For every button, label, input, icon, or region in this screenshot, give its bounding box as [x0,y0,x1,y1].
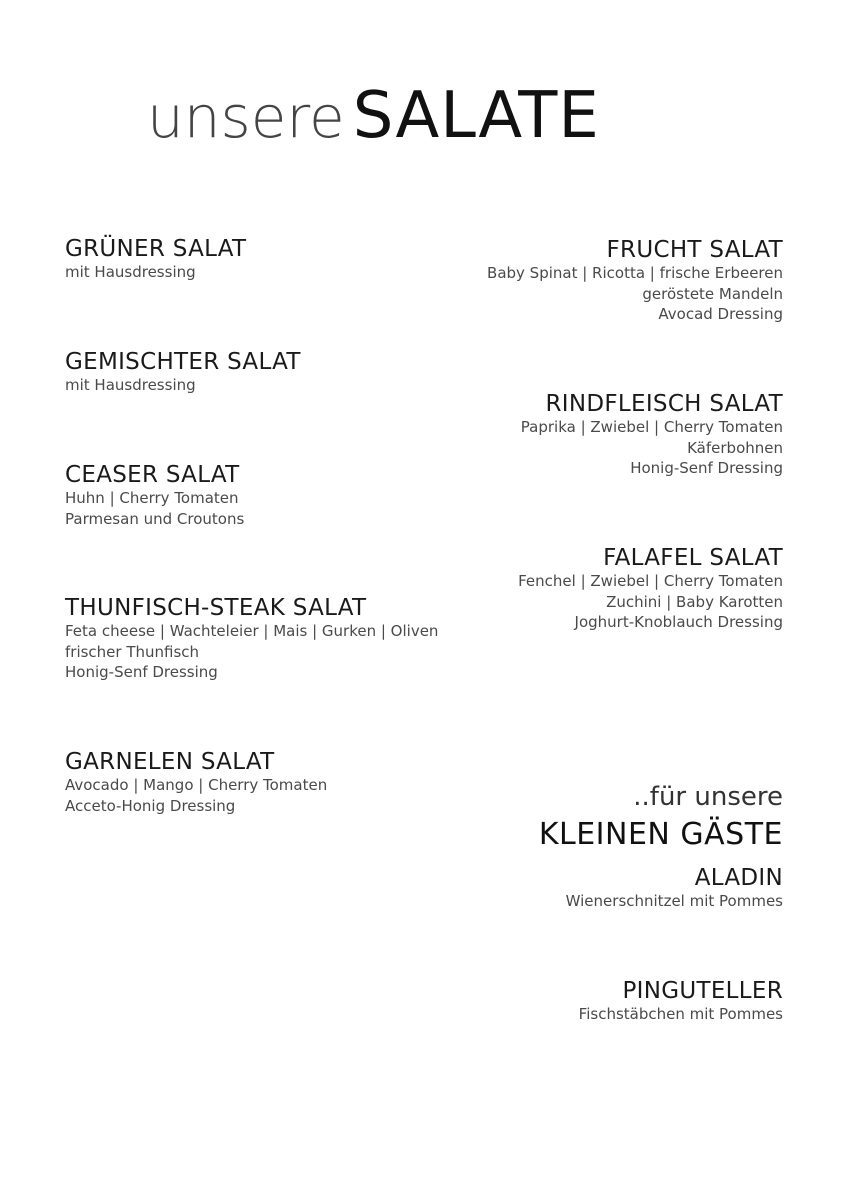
menu-item-aladin [566,865,783,912]
item-desc-line: Parmesan und Croutons [65,509,245,528]
item-name: PINGUTELLER [622,978,783,1004]
item-name: CEASER SALAT [65,462,240,488]
menu-item-garnelen-salat [65,749,327,816]
item-name: GEMISCHTER SALAT [65,349,301,375]
page-title [147,79,600,153]
item-desc-line: mit Hausdressing [65,263,196,281]
item-desc-line: Acceto-Honig Dressing [65,796,236,815]
menu-item-thunfisch-steak-salat [65,595,438,683]
item-desc-line: Fenchel | Zwiebel | Cherry Tomaten [518,572,783,590]
item-desc-line: frischer Thunfisch [65,642,200,661]
item-desc-line: Baby Spinat | Ricotta | frische Erbeeren [487,264,783,282]
item-desc-line: Avocado | Mango | Cherry Tomaten [65,776,328,794]
menu-item-falafel-salat [518,545,783,633]
item-name: RINDFLEISCH SALAT [545,391,783,417]
kids-section-title: KLEINEN GÄSTE [538,817,783,852]
menu-item-frucht-salat [487,237,783,325]
kids-section-intro: ..für unsere [633,782,783,812]
item-desc-line: Zuchini | Baby Karotten [606,592,783,611]
item-desc-line: Honig-Senf Dressing [630,459,783,477]
menu-item-rindfleisch-salat [521,391,783,479]
item-name: GARNELEN SALAT [65,749,275,775]
item-desc-line: Feta cheese | Wachteleier | Mais | Gurken | Oliven [65,622,439,640]
item-name: THUNFISCH-STEAK SALAT [65,595,367,621]
item-desc-line: Paprika | Zwiebel | Cherry Tomaten [520,418,783,436]
item-desc-line: geröstete Mandeln [642,284,783,303]
title-light: unsere [147,83,345,151]
item-name: FALAFEL SALAT [603,545,783,571]
menu-item-gemischter-salat [65,349,301,396]
item-desc-line: Avocad Dressing [658,305,783,323]
menu-item-ceaser-salat [65,462,244,529]
item-desc-line: Käferbohnen [687,438,783,457]
title-bold: SALATE [352,79,600,153]
item-name: FRUCHT SALAT [606,237,783,263]
menu-item-pinguteller [579,978,783,1025]
menu-item-gruener-salat [65,236,246,283]
item-desc-line: Honig-Senf Dressing [65,663,218,681]
item-desc-line: mit Hausdressing [65,376,196,394]
item-name: GRÜNER SALAT [65,236,247,262]
item-desc-line: Huhn | Cherry Tomaten [65,489,239,507]
item-desc-line: Joghurt-Knoblauch Dressing [574,613,783,631]
item-desc-line: Fischstäbchen mit Pommes [578,1005,783,1023]
item-desc-line: Wienerschnitzel mit Pommes [565,892,783,910]
item-name: ALADIN [694,865,783,891]
